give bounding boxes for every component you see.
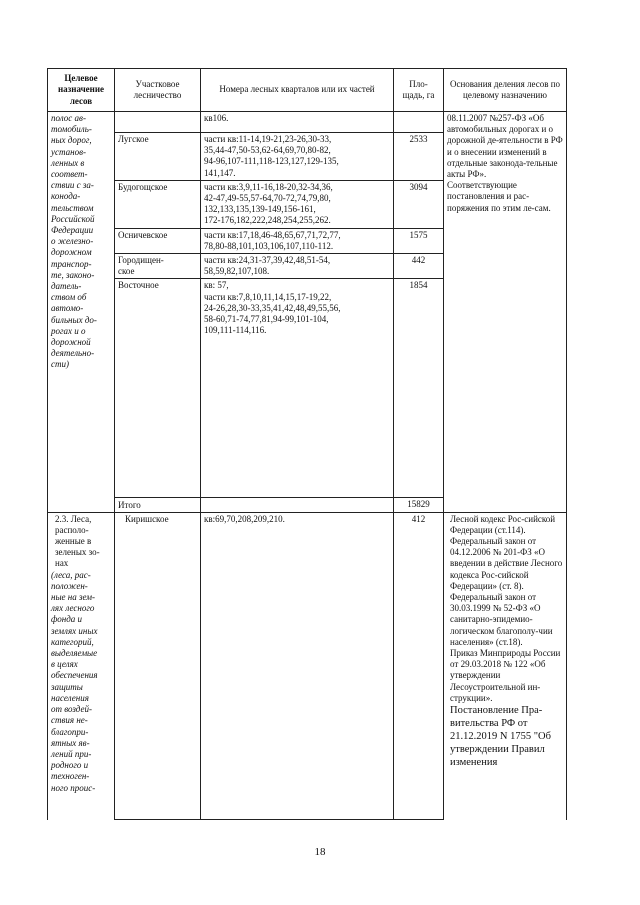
district-cell: Будогощское	[115, 180, 201, 228]
header-purpose: Целевое назначение лесов	[48, 69, 115, 112]
quarters-cell: части кв:24,31-37,39,42,48,51-54, 58,59,82,107,108.	[201, 254, 394, 279]
district-cell	[115, 112, 201, 133]
area-cell: 412	[394, 512, 444, 820]
total-area: 15829	[394, 498, 444, 512]
area-cell: 3094	[394, 180, 444, 228]
basis-text-large: Постановление Пра-вительства РФ от 21.12.2019 N 1755 "Об утверждении Правил изменения	[450, 705, 551, 769]
header-district: Участковое лесничество	[115, 69, 201, 112]
purpose-description: (леса, рас- положен- ные на зем- лях лесного фонда и землях иных категорий, выделяемые в целях обеспечения защиты населения от воздей- ствия не- благопри- ятных яв- лений при- родного и техноген- ного проис-	[51, 569, 98, 793]
forest-division-table	[47, 68, 567, 820]
quarters-cell: кв106.	[201, 112, 394, 133]
header-area: Пло- щадь, га	[394, 69, 444, 112]
header-basis: Основания деления лесов по целевому назначению	[444, 69, 567, 112]
header-quarters: Номера лесных кварталов или их частей	[201, 69, 394, 112]
quarters-cell: части кв:17,18,46-48,65,67,71,72,77, 78,80-88,101,103,106,107,110-112.	[201, 228, 394, 253]
district-cell: Лугское	[115, 133, 201, 181]
area-cell: 1854	[394, 279, 444, 498]
purpose-cell	[48, 512, 115, 820]
basis-text: Лесной кодекс Рос-сийской Федерации (ст.114). Федеральный закон от 04.12.2006 № 201-ФЗ «О введении в действие Лесного кодекса Рос-сийской Федерации» (ст. 8). Федеральный закон от 30.03.1999 № 52-ФЗ «О санитарно-эпидемио-логическом благополу-чии населения» (ст.18). Приказ Минприроды России от 29.03.2018 № 122 «Об утверждении Лесоустроительной ин-струкции».	[450, 513, 563, 703]
quarters-cell: кв: 57, части кв:7,8,10,11,14,15,17-19,22, 24-26,28,30-33,35,41,42,48,49,55,56, 58-60,71-74,77,81,94-99,101-104, 109,111-114,116.	[201, 279, 394, 498]
table-row	[48, 112, 567, 133]
district-cell: Киришское	[115, 512, 201, 820]
basis-cell	[444, 512, 567, 820]
district-cell: Осничевское	[115, 228, 201, 253]
district-cell: Городищен- ское	[115, 254, 201, 279]
page-number: 18	[314, 846, 326, 858]
basis-cell: 08.11.2007 №257-ФЗ «Об автомобильных дорогах и о дорожной де-ятельности в РФ и о внесении изменений в отдельные законода-тельные акты РФ». Соответствующие постановления и рас-поряжения по этим ле-сам.	[444, 112, 567, 513]
total-label: Итого	[115, 498, 201, 512]
quarters-cell: кв:69,70,208,209,210.	[201, 512, 394, 820]
quarters-cell: части кв:3,9,11-16,18-20,32-34,36, 42-47,49-55,57-64,70-72,74,79,80, 132,133,135,139-149,156-161, 172-176,182,222,248,254,255,262.	[201, 180, 394, 228]
section-title: 2.3. Леса, располо- женные в зеленых зо- нах	[55, 513, 100, 569]
area-cell	[394, 112, 444, 133]
total-quarters-cell	[201, 498, 394, 512]
table-header-row	[48, 69, 567, 112]
purpose-cell: полос ав- томобиль- ных дорог, установ- ленных в соответ- ствии с за- конода- тельством Российской Федерации о железно- дорожном транспор- те, законо- датель- ством об автомо- бильных до- рогах и о дорожной деятельно- сти)	[48, 112, 115, 513]
district-cell: Восточное	[115, 279, 201, 498]
area-cell: 442	[394, 254, 444, 279]
area-cell: 2533	[394, 133, 444, 181]
table-row	[48, 512, 567, 820]
quarters-cell: части кв:11-14,19-21,23-26,30-33, 35,44-47,50-53,62-64,69,70,80-82, 94-96,107-111,118-123,127,129-135, 141,147.	[201, 133, 394, 181]
area-cell: 1575	[394, 228, 444, 253]
